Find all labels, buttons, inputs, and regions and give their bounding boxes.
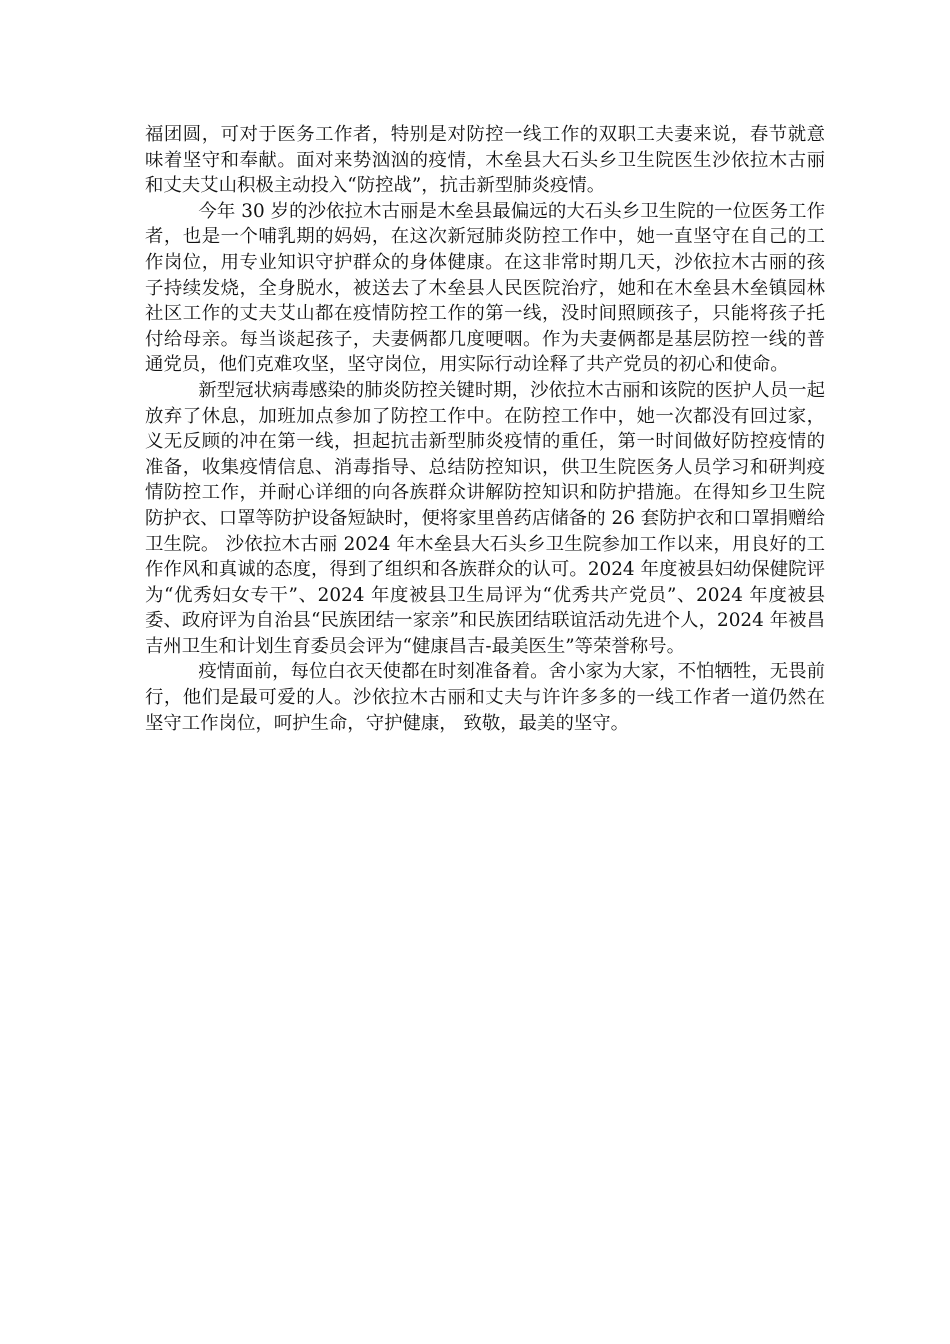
paragraph-conclusion: 疫情面前，每位白衣天使都在时刻准备着。舍小家为大家，不怕牺牲，无畏前行，他们是最可爱的人。沙依拉木古丽和丈夫与许许多多的一线工作者一道仍然在坚守工作岗位，呵护生命，守护健康， 致敬，最美的坚守。 (145, 661, 825, 734)
paragraph-continuation: 福团圆，可对于医务工作者，特别是对防控一线工作的双职工夫妻来说，春节就意味着坚守和奉献。面对来势汹汹的疫情，木垒县大石头乡卫生院医生沙依拉木古丽和丈夫艾山积极主动投入“防控战”，抗击新型肺炎疫情。 (145, 124, 825, 197)
paragraph-introduction: 今年 30 岁的沙依拉木古丽是木垒县最偏远的大石头乡卫生院的一位医务工作者，也是一个哺乳期的妈妈，在这次新冠肺炎防控工作中，她一直坚守在自己的工作岗位，用专业知识守护群众的身体健康。在这非常时期几天，沙依拉木古丽的孩子持续发烧，全身脱水，被送去了木垒县人民医院治疗，她和在木垒县木垒镇园林社区工作的丈夫艾山都在疫情防控工作的第一线，没时间照顾孩子，只能将孩子托付给母亲。每当谈起孩子，夫妻俩都几度哽咽。作为夫妻俩都是基层防控一线的普通党员，他们克难攻坚，坚守岗位，用实际行动诠释了共产党员的初心和使命。 (145, 200, 825, 376)
paragraph-frontline-work: 新型冠状病毒感染的肺炎防控关键时期，沙依拉木古丽和该院的医护人员一起放弃了休息，加班加点参加了防控工作中。在防控工作中，她一次都没有回过家，义无反顾的冲在第一线，担起抗击新型肺炎疫情的重任，第一时间做好防控疫情的准备，收集疫情信息、消毒指导、总结防控知识，供卫生院医务人员学习和研判疫情防控工作，并耐心详细的向各族群众讲解防控知识和防护措施。在得知乡卫生院防护衣、口罩等防护设备短缺时，便将家里兽药店储备的 26 套防护衣和口罩捐赠给卫生院。 沙依拉木古丽 2024 年木垒县大石头乡卫生院参加工作以来，用良好的工作作风和真诚的态度，得到了组织和各族群众的认可。2024 年度被县妇幼保健院评为“优秀妇女专干”、2024 年度被县卫生局评为“优秀共产党员”、2024 年度被县委、政府评为自治县“民族团结一家亲”和民族团结联谊活动先进个人，2024 年被昌吉州卫生和计划生育委员会评为“健康昌吉-最美医生”等荣誉称号。 (145, 379, 825, 657)
document-body (145, 122, 825, 736)
